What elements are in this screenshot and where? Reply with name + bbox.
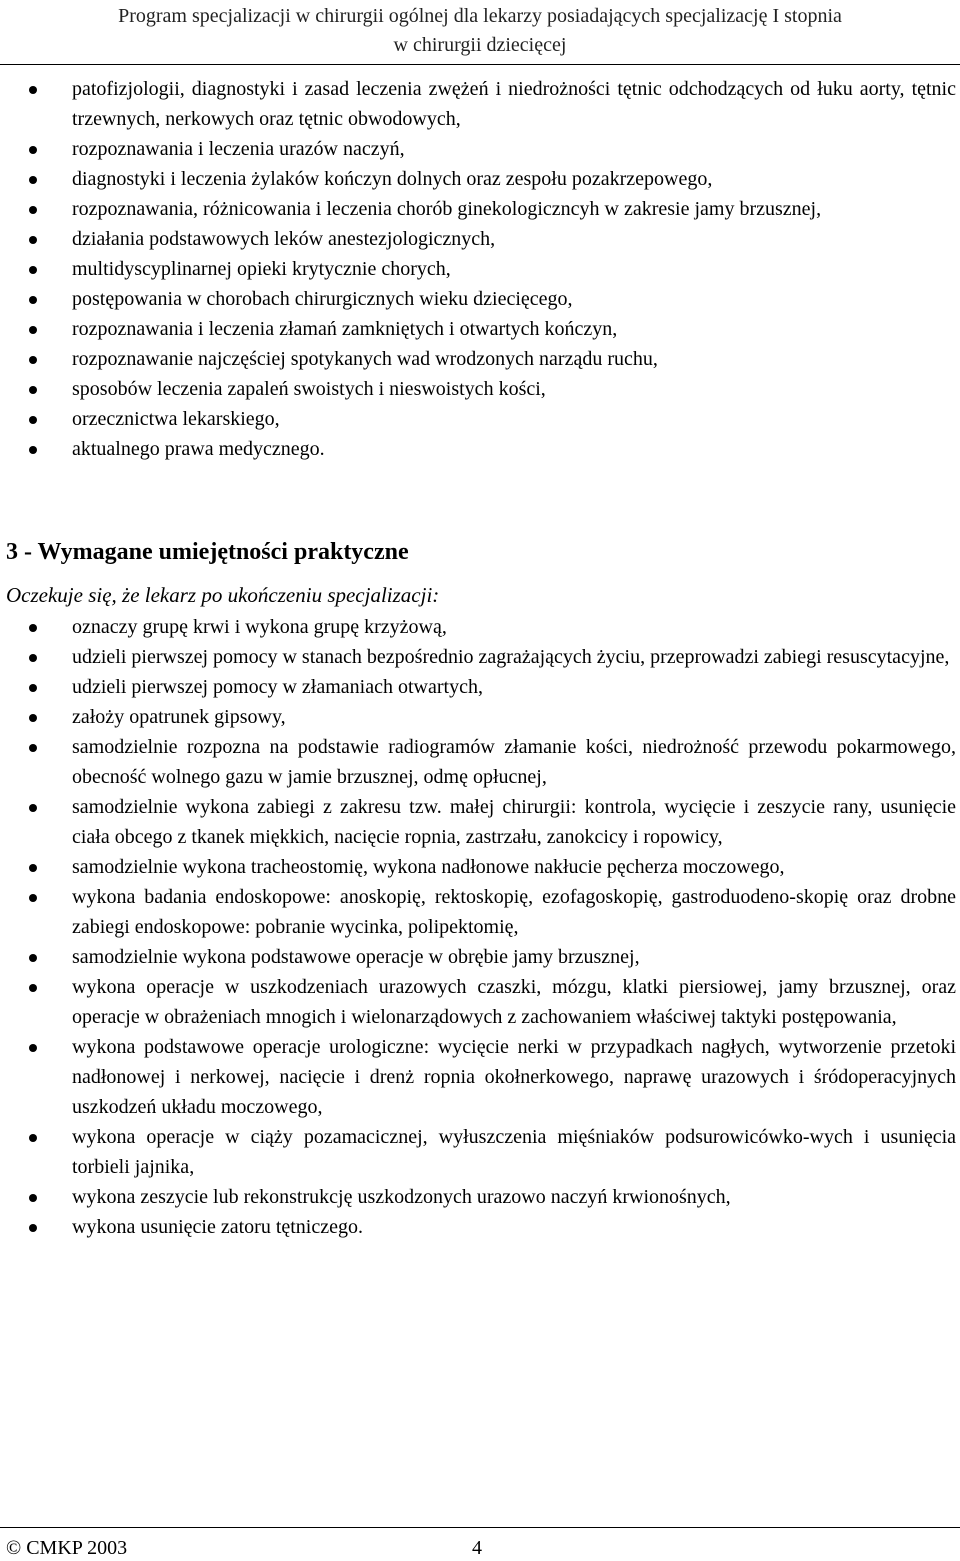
header-divider <box>0 64 960 65</box>
list-item: założy opatrunek gipsowy, <box>0 702 960 732</box>
bullet-icon <box>29 1044 37 1052</box>
list-item: wykona badania endoskopowe: anoskopię, rektoskopię, ezofagoskopię, gastroduodeno-skopię oraz drobne zabiegi endoskopowe: pobranie wycinka, polipektomię, <box>0 882 960 942</box>
list-item: samodzielnie wykona podstawowe operacje w obrębie jamy brzusznej, <box>0 942 960 972</box>
footer-divider <box>0 1527 960 1528</box>
list-item: diagnostyki i leczenia żylaków kończyn dolnych oraz zespołu pozakrzepowego, <box>0 164 960 194</box>
list-item: udzieli pierwszej pomocy w złamaniach otwartych, <box>0 672 960 702</box>
list-item: patofizjologii, diagnostyki i zasad leczenia zwężeń i niedrożności tętnic odchodzących od łuku aorty, tętnic trzewnych, nerkowych oraz tętnic obwodowych, <box>0 74 960 134</box>
bullet-icon <box>29 804 37 812</box>
bullet-icon <box>29 416 37 424</box>
bullet-icon <box>29 1224 37 1232</box>
bullet-icon <box>29 176 37 184</box>
list-item: samodzielnie wykona tracheostomię, wykona nadłonowe nakłucie pęcherza moczowego, <box>0 852 960 882</box>
list-item: aktualnego prawa medycznego. <box>0 434 960 464</box>
knowledge-list <box>0 74 960 464</box>
list-item: rozpoznawania, różnicowania i leczenia chorób ginekologiczncyh w zakresie jamy brzusznej, <box>0 194 960 224</box>
list-item: działania podstawowych leków anestezjologicznych, <box>0 224 960 254</box>
bullet-icon <box>29 684 37 692</box>
list-item: sposobów leczenia zapaleń swoistych i nieswoistych kości, <box>0 374 960 404</box>
bullet-icon <box>29 146 37 154</box>
list-item: wykona zeszycie lub rekonstrukcję uszkodzonych urazowo naczyń krwionośnych, <box>0 1182 960 1212</box>
list-item: multidyscyplinarnej opieki krytycznie chorych, <box>0 254 960 284</box>
list-item: wykona podstawowe operacje urologiczne: wycięcie nerki w przypadkach nagłych, wytworzenie przetoki nadłonowej i nerkowej, nacięcie i drenż ropnia okołnerkowego, naprawę urazowych i śródoperacyjnych uszkodzeń układu moczowego, <box>0 1032 960 1122</box>
bullet-icon <box>29 446 37 454</box>
list-item: samodzielnie rozpozna na podstawie radiogramów złamanie kości, niedrożność przewodu pokarmowego, obecność wolnego gazu w jamie brzusznej, odmę opłucnej, <box>0 732 960 792</box>
bullet-icon <box>29 1194 37 1202</box>
list-item: orzecznictwa lekarskiego, <box>0 404 960 434</box>
bullet-icon <box>29 714 37 722</box>
bullet-icon <box>29 744 37 752</box>
section-intro: Oczekuje się, że lekarz po ukończeniu specjalizacji: <box>6 583 440 607</box>
bullet-icon <box>29 236 37 244</box>
list-item: rozpoznawania i leczenia złamań zamkniętych i otwartych kończyn, <box>0 314 960 344</box>
list-item: oznaczy grupę krwi i wykona grupę krzyżową, <box>0 612 960 642</box>
bullet-icon <box>29 326 37 334</box>
list-item: wykona usunięcie zatoru tętniczego. <box>0 1212 960 1242</box>
list-item: rozpoznawanie najczęściej spotykanych wad wrodzonych narządu ruchu, <box>0 344 960 374</box>
list-item: postępowania w chorobach chirurgicznych wieku dziecięcego, <box>0 284 960 314</box>
list-item: wykona operacje w ciąży pozamacicznej, wyłuszczenia mięśniaków podsurowicówko-wych i usunięcia torbieli jajnika, <box>0 1122 960 1182</box>
bullet-icon <box>29 266 37 274</box>
bullet-icon <box>29 386 37 394</box>
list-item: udzieli pierwszej pomocy w stanach bezpośrednio zagrażających życiu, przeprowadzi zabiegi resuscytacyjne, <box>0 642 960 672</box>
bullet-icon <box>29 654 37 662</box>
bullet-icon <box>29 624 37 632</box>
header-title-line1: Program specjalizacji w chirurgii ogólnej dla lekarzy posiadających specjalizację I stopnia <box>118 5 842 27</box>
skills-list <box>0 612 960 1242</box>
bullet-icon <box>29 1134 37 1142</box>
list-item: samodzielnie wykona zabiegi z zakresu tzw. małej chirurgii: kontrola, wycięcie i zeszycie rany, usunięcie ciała obcego z tkanek miękkich, nacięcie ropnia, zastrzału, zanokcicy i ropowicy, <box>0 792 960 852</box>
bullet-icon <box>29 954 37 962</box>
footer-copyright: © CMKP 2003 <box>6 1537 128 1559</box>
bullet-icon <box>29 206 37 214</box>
section-heading: 3 - Wymagane umiejętności praktyczne <box>6 539 409 565</box>
list-item: rozpoznawania i leczenia urazów naczyń, <box>0 134 960 164</box>
header-title-line2: w chirurgii dziecięcej <box>393 34 567 56</box>
bullet-icon <box>29 296 37 304</box>
list-item: wykona operacje w uszkodzeniach urazowych czaszki, mózgu, klatki piersiowej, jamy brzusznej, oraz operacje w obrażeniach mnogich i wielonarządowych z zachowaniem właściwej taktyki postępowania, <box>0 972 960 1032</box>
bullet-icon <box>29 894 37 902</box>
bullet-icon <box>29 86 37 94</box>
bullet-icon <box>29 356 37 364</box>
page-number: 4 <box>472 1537 482 1559</box>
page-header <box>0 2 960 60</box>
bullet-icon <box>29 864 37 872</box>
bullet-icon <box>29 984 37 992</box>
